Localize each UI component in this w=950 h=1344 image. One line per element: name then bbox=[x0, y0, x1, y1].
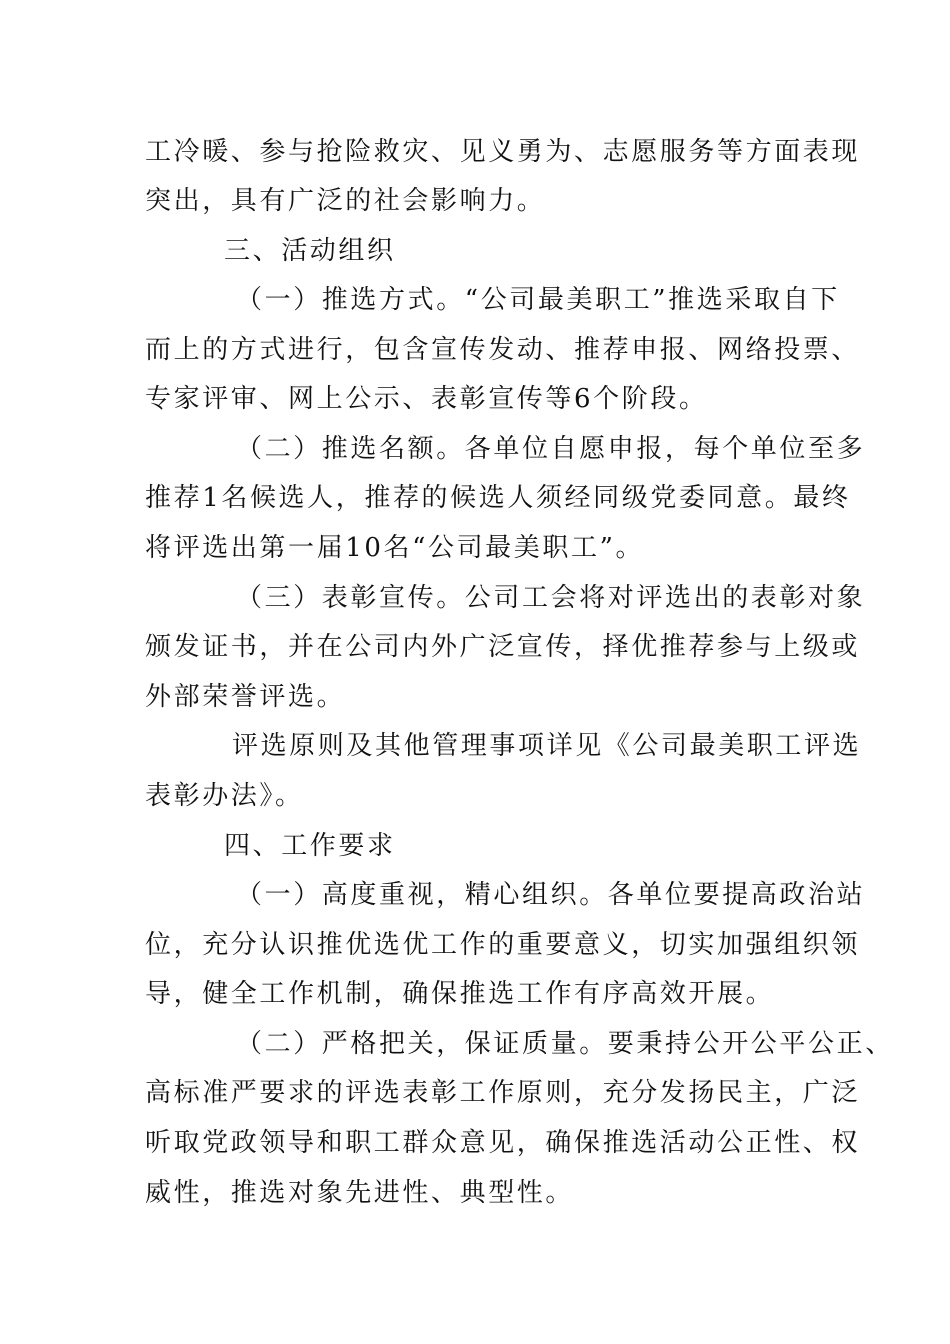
section-heading: 四、工作要求 bbox=[224, 831, 396, 861]
paragraph-line: 推荐1名候选人，推荐的候选人须经同级党委同意。最终 bbox=[145, 483, 851, 513]
paragraph-line: 表彰办法》。 bbox=[145, 781, 304, 811]
paragraph-line: （三）表彰宣传。公司工会将对评选出的表彰对象 bbox=[236, 583, 866, 613]
paragraph-line: 导，健全工作机制，确保推选工作有序高效开展。 bbox=[145, 979, 775, 1009]
paragraph-line: 听取党政领导和职工群众意见，确保推选活动公正性、权 bbox=[145, 1128, 861, 1158]
paragraph-line: 而上的方式进行，包含宣传发动、推荐申报、网络投票、 bbox=[145, 335, 861, 365]
paragraph-line: （二）推选名额。各单位自愿申报，每个单位至多 bbox=[236, 434, 866, 464]
paragraph-line: 颁发证书，并在公司内外广泛宣传，择优推荐参与上级或 bbox=[145, 632, 861, 662]
paragraph-line: （二）严格把关，保证质量。要秉持公开公平公正、 bbox=[236, 1029, 894, 1059]
paragraph-line: 威性，推选对象先进性、典型性。 bbox=[145, 1178, 575, 1208]
paragraph-line: 工冷暖、参与抢险救灾、见义勇为、志愿服务等方面表现 bbox=[145, 137, 861, 167]
paragraph-line: （一）推选方式。“公司最美职工”推选采取自下 bbox=[236, 285, 840, 315]
paragraph-line: 高标准严要求的评选表彰工作原则，充分发扬民主，广泛 bbox=[145, 1078, 861, 1108]
section-heading: 三、活动组织 bbox=[224, 236, 396, 266]
paragraph-line: 外部荣誉评选。 bbox=[145, 682, 346, 712]
paragraph-line: 专家评审、网上公示、表彰宣传等6个阶段。 bbox=[145, 384, 708, 414]
paragraph-line: 评选原则及其他管理事项详见《公司最美职工评选 bbox=[232, 731, 862, 761]
paragraph-line: （一）高度重视，精心组织。各单位要提高政治站 bbox=[236, 880, 866, 910]
paragraph-line: 位，充分认识推优选优工作的重要意义，切实加强组织领 bbox=[145, 930, 861, 960]
paragraph-line: 将评选出第一届10名“公司最美职工”。 bbox=[145, 533, 645, 563]
paragraph-line: 突出，具有广泛的社会影响力。 bbox=[145, 186, 546, 216]
